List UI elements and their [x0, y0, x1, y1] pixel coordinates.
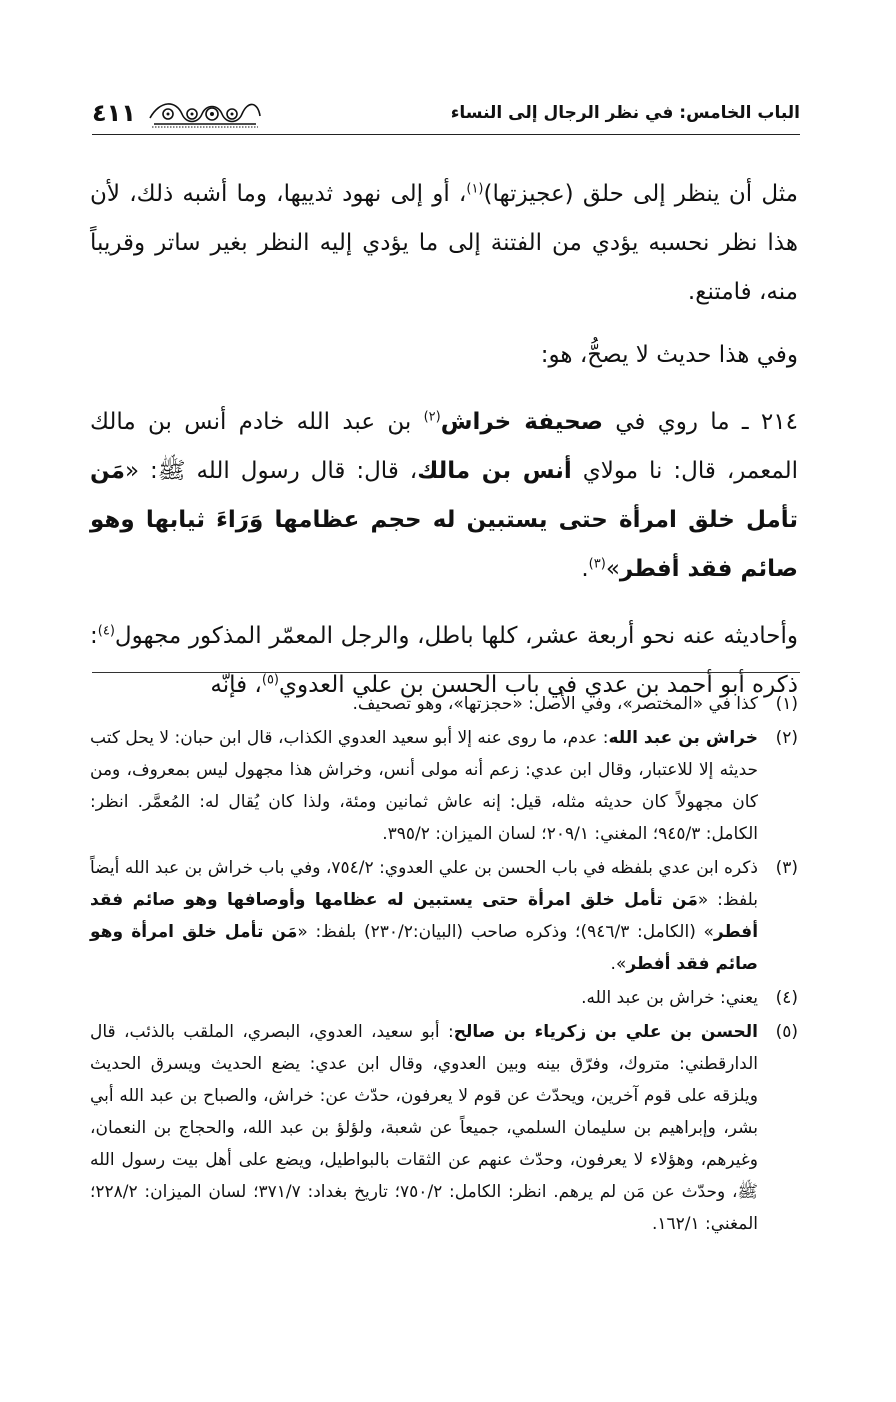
p1-text-cont: ، أو إلى نهود ثدييها، وما أشبه ذلك، لأن هذا نظر نحسبه يؤدي من الفتنة إلى ما يؤدي إليه النظر بغير ساتر وقريباً منه، فامتنع.: [90, 181, 798, 305]
footnote-4: [90, 982, 798, 1014]
footnote-ref-1: (١): [466, 181, 484, 197]
paragraph-1: [90, 170, 798, 317]
header-rule: [92, 134, 800, 135]
footnote-number: (٥): [775, 1022, 798, 1042]
footnote-heading: خراش بن عبد الله: [608, 728, 758, 748]
footnote-content: ذكره ابن عدي بلفظه في باب الحسن بن علي العدوي: ٧٥٤/٢، وفي باب خراش بن عبد الله أيضاً بلفظ: «: [90, 858, 758, 910]
p4-text: وأحاديثه عنه نحو أربعة عشر، كلها باطل، والرجل المعمّر المذكور مجهول: [114, 623, 798, 649]
page-header: [92, 92, 800, 134]
footnote-content-cont: » (الكامل: ٩٤٦/٣)؛ وذكره صاحب (البيان:٢٣٠/٢) بلفظ: «: [297, 922, 714, 942]
paragraph-2: وفي هذا حديث لا يصحُّ، هو:: [540, 342, 798, 368]
header-page-number-group: [92, 96, 264, 130]
footnote-number: (٣): [775, 858, 798, 878]
running-title: الباب الخامس: في نظر الرجال إلى النساء: [450, 103, 800, 123]
footnote-ref-2: (٢): [423, 409, 441, 425]
footnote-ref-5: (٥): [261, 672, 279, 688]
footnote-text: [90, 1016, 758, 1240]
quoted-hadith: مَن تأمل خلق امرأة حتى يستبين له عظامها وأوصافها وهو صائم فقد أفطر: [90, 890, 759, 942]
footnote-content: : أبو سعيد، العدوي، البصري، الملقب بالذئب، قال الدارقطني: متروك، وفرّق بينه وبين العدوي، وقال ابن عدي: يضع الحديث ويسرق الحديث ويلزقه على قوم آخرين، ويحدّث عن قوم لا يعرفون، حدّث عن: خراش، والصباح بن عبد الله أبي بشر، وإبراهيم بن سليمان السلمي، جميعاً عن شعبة، ولؤلؤ بن عبد الله، والحجاج بن النعمان، وغيرهم، وهؤلاء لا يعرفون، وحدّث عنهم عن الثقات بالبواطيل، ويضع على أهل بيت رسول الله ﷺ، وحدّث عن مَن لم يرهم. انظر: الكامل: ٧٥٠/٢؛ تاريخ بغداد: ٣٧١/٧؛ لسان الميزان: ٢٢٨/٢؛ المغني: ١٦٢/١.: [90, 1022, 758, 1234]
footnote-ref-3: (٣): [588, 556, 606, 572]
footnote-content: : عدم، ما روى عنه إلا أبو سعيد العدوي الكذاب، قال ابن حبان: لا يحل كتب حديثه إلا للاعتبار، وقال ابن عدي: زعم أنه مولى أنس، وخراش هذا مجهول ليس بمعروف، ومن كان مجهولاً كان حديثه مثله، قيل: إنه عاش ثمانين ومئة، ولذا كان يُقال له: المُعمَّر. انظر: الكامل: ٩٤٥/٣؛ المغني: ٢٠٩/١؛ لسان الميزان: ٣٩٥/٢.: [90, 728, 758, 844]
footnote-separator: [92, 672, 800, 673]
footnote-end: ».: [610, 954, 627, 974]
footnote-number: (١): [775, 694, 798, 714]
hadith-text: مَن تأمل خلق امرأة حتى يستبين له حجم عظامها وَرَاءَ ثيابها وهو صائم فقد أفطر: [90, 458, 798, 582]
hadith-chain-cont: ، قال: قال رسول الله ﷺ: «: [124, 458, 418, 484]
p4-text-end: ، فإنّه: [210, 672, 262, 698]
page-number: ٤١١: [92, 99, 136, 127]
footnote-number: (٤): [775, 988, 798, 1008]
footnote-number: (٢): [775, 728, 798, 748]
hadith-intro: ٢١٤ ـ ما روي في: [602, 409, 798, 435]
footnote-5: [90, 1016, 798, 1240]
main-text: [90, 170, 798, 710]
p4-text-cont: : ذكره أبو أحمد بن عدي في باب الحسن بن علي العدوي: [90, 623, 798, 698]
footnote-text: [90, 722, 758, 850]
source-name: صحيفة خراش: [440, 409, 603, 435]
hadith-chain: بن عبد الله خادم أنس بن مالك المعمر، قال: نا مولاي: [90, 409, 799, 484]
footnote-heading: الحسن بن علي بن زكرياء بن صالح: [453, 1022, 758, 1042]
footnote-ref-4: (٤): [97, 623, 115, 639]
quoted-hadith-2: مَن تأمل خلق امرأة وهو صائم فقد أفطر: [90, 922, 758, 974]
decorative-ornament-icon: [146, 96, 264, 130]
period: .: [581, 556, 589, 582]
footnote-text: يعني: خراش بن عبد الله.: [581, 988, 758, 1008]
footnotes: [90, 688, 798, 1240]
footnote-1: [90, 688, 798, 720]
narrator-name: أنس بن مالك: [417, 458, 572, 484]
footnote-text: [90, 852, 758, 980]
p1-text: مثل أن ينظر إلى حلق (عجيزتها): [483, 181, 799, 207]
footnote-text: كذا في «المختصر»، وفي الأصل: «حجزتها»، وهو تصحيف.: [352, 694, 758, 714]
footnote-3: [90, 852, 798, 980]
footnote-2: [90, 722, 798, 850]
hadith-214: [90, 398, 798, 594]
quote-close: »: [605, 556, 620, 582]
